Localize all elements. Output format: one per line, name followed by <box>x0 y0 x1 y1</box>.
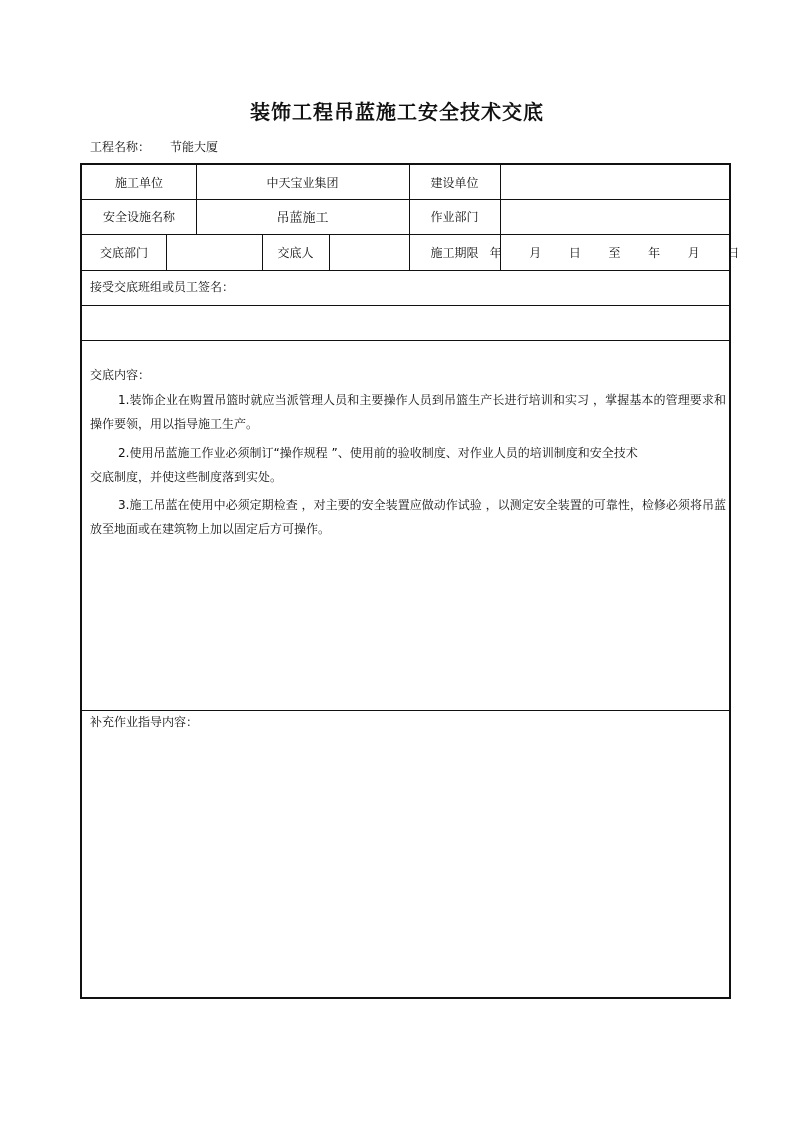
construction-unit-label: 施工单位 <box>114 175 163 190</box>
supplement-label: 补充作业指导内容： <box>90 715 199 729</box>
handover-dept-value <box>166 234 262 270</box>
row-divider <box>82 305 729 306</box>
document-title: 装饰工程吊蓝施工安全技术交底 <box>250 100 544 124</box>
content-label: 交底内容： <box>90 368 151 382</box>
construction-unit-value: 中天宝业集团 <box>266 175 339 190</box>
period-value: 年 月 日 至 年 月 日 <box>489 245 740 260</box>
handover-form <box>80 163 740 999</box>
content-item: 1.装饰企业在购置吊篮时就应当派管理人员和主要操作人员到吊篮生产长进行培训和实习 ，掌握基本的管理要求和操作要领，用以指导施工生产。 <box>90 393 726 431</box>
content-item: 交底制度，并使这些制度落到实处。 <box>90 470 283 484</box>
content-item: 3.施工吊蓝在使用中必须定期检查 ，对主要的安全装置应做动作试验 ，以测定安全装置的可靠性，检修必须将吊蓝放至地面或在建筑物上加以固定后方可操作。 <box>90 498 726 536</box>
project-line <box>90 138 218 155</box>
developer-label: 建设单位 <box>430 175 479 190</box>
developer-value <box>500 165 729 199</box>
period-label: 施工期限 <box>430 245 479 260</box>
work-dept-value <box>500 199 729 234</box>
facility-value: 吊蓝施工 <box>276 211 329 226</box>
content-item: 2.使用吊蓝施工作业必须制订“操作规程 ”、使用前的验收制度、对作业人员的培训制度和安全技术 <box>118 446 638 460</box>
signature-label: 接受交底班组或员工签名： <box>90 280 235 294</box>
project-name: 节能大厦 <box>170 140 219 154</box>
facility-label: 安全设施名称 <box>102 210 175 224</box>
row-divider <box>82 340 729 341</box>
row-divider <box>82 270 729 271</box>
project-label: 工程名称： <box>90 140 151 154</box>
handover-dept-label: 交底部门 <box>99 245 148 260</box>
handover-person-label: 交底人 <box>277 245 314 260</box>
handover-person-value <box>329 234 409 270</box>
work-dept-label: 作业部门 <box>430 210 479 224</box>
